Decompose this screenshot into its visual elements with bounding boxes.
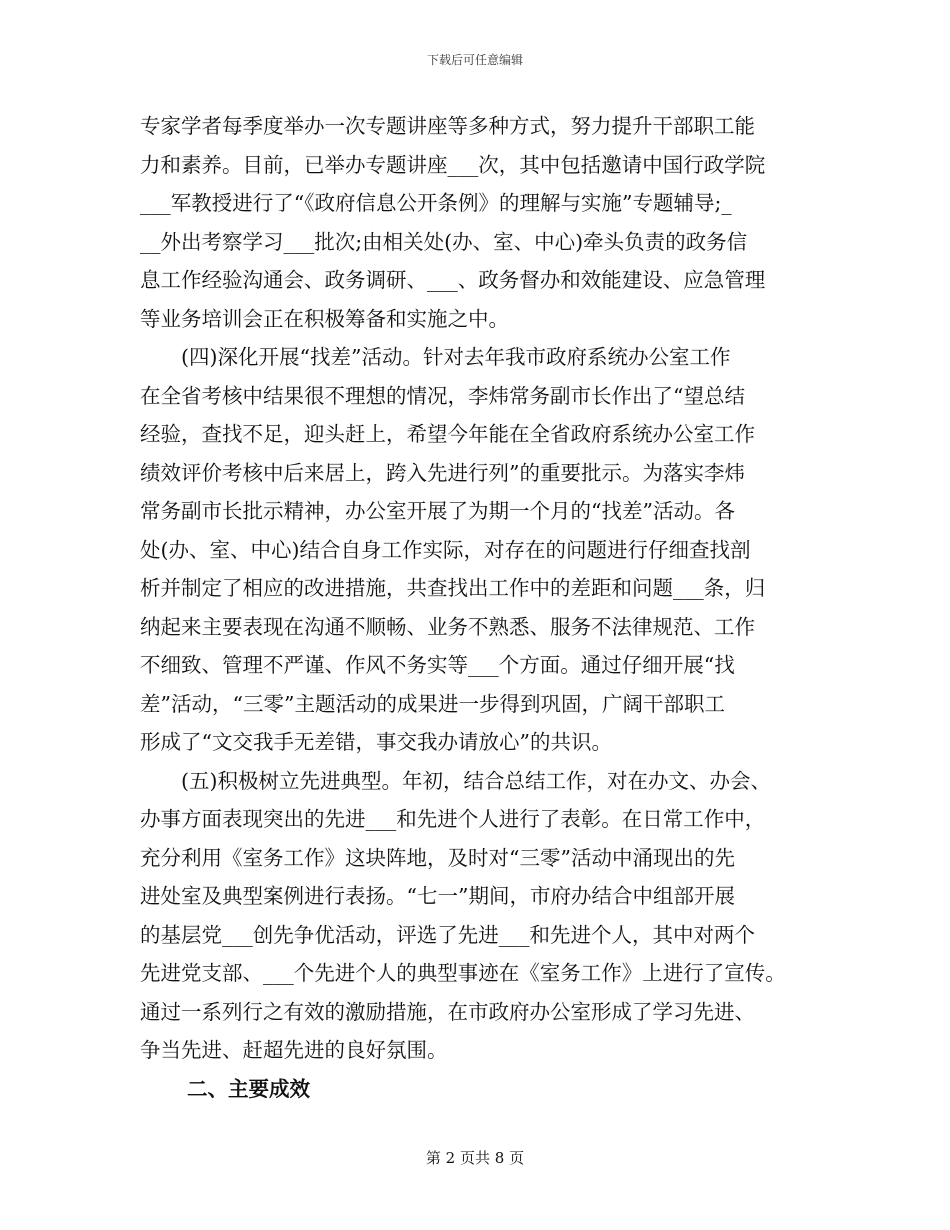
section-heading: 二、主要成效 — [187, 1076, 310, 1101]
text-line: 专家学者每季度举办一次专题讲座等多种方式，努力提升干部职工能 — [140, 114, 755, 138]
text-line: 力和素养。目前，已举办专题讲座___次，其中包括邀请中国行政学院 — [140, 152, 766, 177]
text-line: 处(办、室、中心)结合自身工作实际，对存在的问题进行仔细查找剖 — [140, 537, 751, 562]
text-line: 不细致、管理不严谨、作风不务实等___个方面。通过仔细开展“找 — [140, 653, 735, 677]
text-line: 争当先进、赶超先进的良好氛围。 — [140, 1038, 448, 1062]
text-line: 先进党支部、___个先进个人的典型事迹在《室务工作》上进行了宣传。 — [140, 961, 786, 985]
text-line: (四)深化开展“找差”活动。针对去年我市政府系统办公室工作 — [140, 345, 731, 369]
text-line: ___军教授进行了“《政府信息公开条例》的理解与实施”专题辅导;_ — [140, 191, 732, 215]
text-line: 纳起来主要表现在沟通不顺畅、业务不熟悉、服务不法律规范、工作 — [140, 614, 755, 639]
text-line: 进处室及典型案例进行表扬。“七一”期间，市府办结合中组部开展 — [140, 884, 735, 908]
text-line: 息工作经验沟通会、政务调研、___、政务督办和效能建设、应急管理 — [140, 268, 766, 292]
page-number: 第 2 页共 8 页 — [425, 1149, 525, 1167]
text-line: (五)积极树立先进典型。年初，结合总结工作，对在办文、办会、 — [140, 768, 771, 793]
page-header: 下载后可任意编辑 — [426, 53, 523, 67]
text-line: 析并制定了相应的改进措施，共查找出工作中的差距和问题___条，归 — [140, 576, 766, 600]
text-line: 形成了“文交我手无差错，事交我办请放心”的共识。 — [140, 730, 612, 754]
text-line: 等业务培训会正在积极筹备和实施之中。 — [140, 306, 509, 331]
text-line: 差”活动，“三零”主题活动的成果进一步得到巩固，广阔干部职工 — [140, 691, 725, 716]
document-body — [140, 107, 820, 1108]
text-line: 绩效评价考核中后来居上，跨入先进行列”的重要批示。为落实李炜 — [140, 460, 745, 485]
text-line: 的基层党___创先争优活动，评选了先进___和先进个人，其中对两个 — [140, 922, 755, 947]
text-line: 通过一系列行之有效的激励措施，在市政府办公室形成了学习先进、 — [140, 999, 755, 1024]
text-line: 常务副市长批示精神，办公室开展了为期一个月的“找差”活动。各 — [140, 499, 735, 523]
text-line: 在全省考核中结果很不理想的情况，李炜常务副市长作出了“望总结 — [140, 383, 745, 408]
text-line: __外出考察学习___批次;由相关处(办、室、中心)牵头负责的政务信 — [140, 229, 748, 254]
text-line: 充分利用《室务工作》这块阵地，及时对“三零”活动中涌现出的先 — [140, 845, 735, 870]
text-line: 经验，查找不足，迎头赶上，希望今年能在全省政府系统办公室工作 — [140, 422, 755, 446]
text-line: 办事方面表现突出的先进___和先进个人进行了表彰。在日常工作中， — [140, 807, 766, 831]
